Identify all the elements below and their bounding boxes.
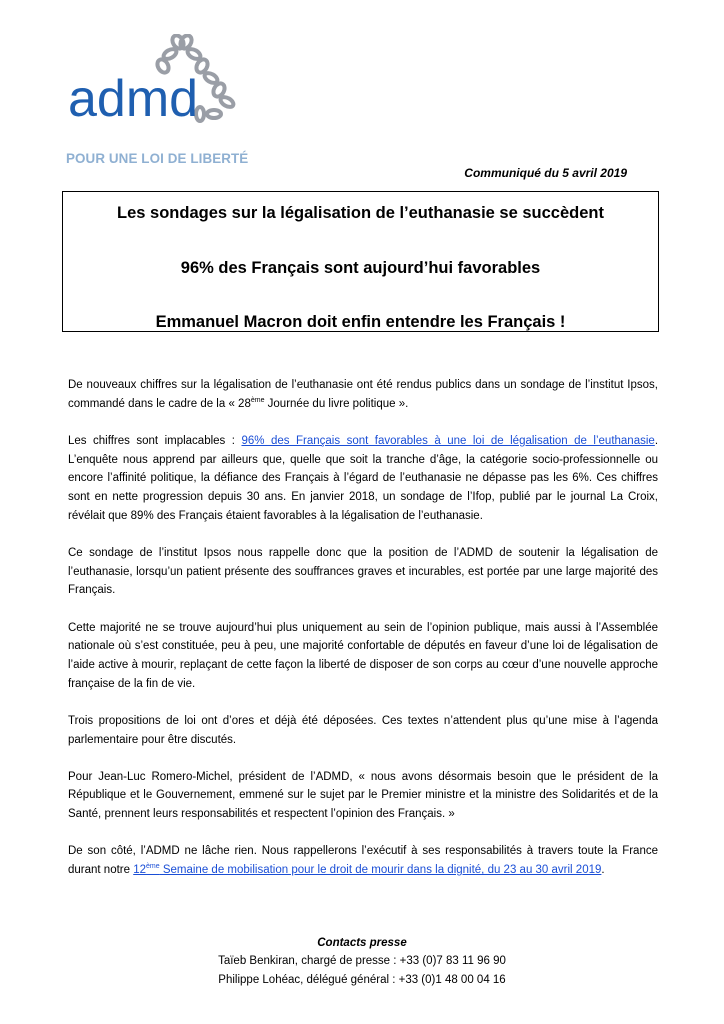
headline: Les sondages sur la légalisation de l’euthanasie se succèdent <box>117 204 604 222</box>
paragraph-7: De son côté, l’ADMD ne lâche rien. Nous rappellerons l’exécutif à ses responsabilités à travers toute la France durant notre 12ème Semaine de mobilisation pour le droit de mourir dans la dignité, du 23 au 30 avril 2019. <box>68 845 658 877</box>
mobilisation-week-link[interactable]: 12ème Semaine de mobilisation pour le droit de mourir dans la dignité, du 23 au 30 avril 2019 <box>133 863 602 877</box>
contact-line-1: Taïeb Benkiran, chargé de presse : +33 (0)7 83 11 96 90 <box>218 955 506 968</box>
logo-tagline: POUR UNE LOI DE LIBERTÉ <box>66 151 249 166</box>
paragraph-5: Trois propositions de loi ont d’ores et déjà été déposées. Ces textes n’attendent plus qu’une mise à l’agenda parlementaire pour être discutés. <box>68 714 658 746</box>
contacts-heading: Contacts presse <box>317 937 407 949</box>
chain-triangle-logo-graphic <box>66 34 276 149</box>
tagline-headline: Emmanuel Macron doit enfin entendre les Français ! <box>155 313 566 331</box>
communique-date: Communiqué du 5 avril 2019 <box>464 166 627 180</box>
press-release-body <box>68 376 658 898</box>
subheadline: 96% des Français sont aujourd’hui favorables <box>180 259 541 277</box>
paragraph-1: De nouveaux chiffres sur la légalisation de l’euthanasie ont été rendus publics dans un sondage de l’institut Ipsos, commandé dans le cadre de la « 28ème Journée du livre politique ». <box>68 379 658 410</box>
press-contacts <box>0 934 724 989</box>
logo-wordmark: admd <box>68 70 199 128</box>
contact-line-2: Philippe Lohéac, délégué général : +33 (0)1 48 00 04 16 <box>218 973 506 986</box>
title-box <box>62 191 659 332</box>
paragraph-4: Cette majorité ne se trouve aujourd’hui plus uniquement au sein de l’opinion publique, mais aussi à l’Assemblée nationale où s’est constituée, peu à peu, une majorité confortable de députés en faveur d’une loi de légalisation de l’aide active à mourir, replaçant de cette façon la liberté de disposer de son corps au cœur d’une nouvelle approche française de la fin de vie. <box>68 621 658 690</box>
ipsos-survey-link[interactable]: 96% des Français sont favorables à une loi de légalisation de l’euthanasie <box>241 434 655 447</box>
admd-logo <box>66 34 276 169</box>
paragraph-6: Pour Jean-Luc Romero-Michel, président de l’ADMD, « nous avons désormais besoin que le président de la République et le Gouvernement, emmené sur le sujet par le Premier ministre et la ministre des Solidarités et de la Santé, prennent leurs responsabilités et respectent l’opinion des Français. » <box>68 770 658 821</box>
paragraph-3: Ce sondage de l’institut Ipsos nous rappelle donc que la position de l’ADMD de soutenir la légalisation de l’euthanasie, lorsqu’un patient présente des souffrances graves et incurables, est portée par une large majorité des Français. <box>68 546 658 597</box>
paragraph-2: Les chiffres sont implacables : 96% des Français sont favorables à une loi de légalisation de l’euthanasie. L’enquête nous apprend par ailleurs que, quelle que soit la tranche d’âge, la catégorie socio-professionnelle ou encore l’affinité politique, la défiance des Français à l’égard de l’euthanasie ne dépasse pas les 6%. Ces chiffres sont en nette progression depuis 30 ans. En janvier 2018, un sondage de l’Ifop, publié par le journal La Croix, révélait que 89% des Français étaient favorables à la légalisation de l’euthanasie. <box>68 434 659 522</box>
